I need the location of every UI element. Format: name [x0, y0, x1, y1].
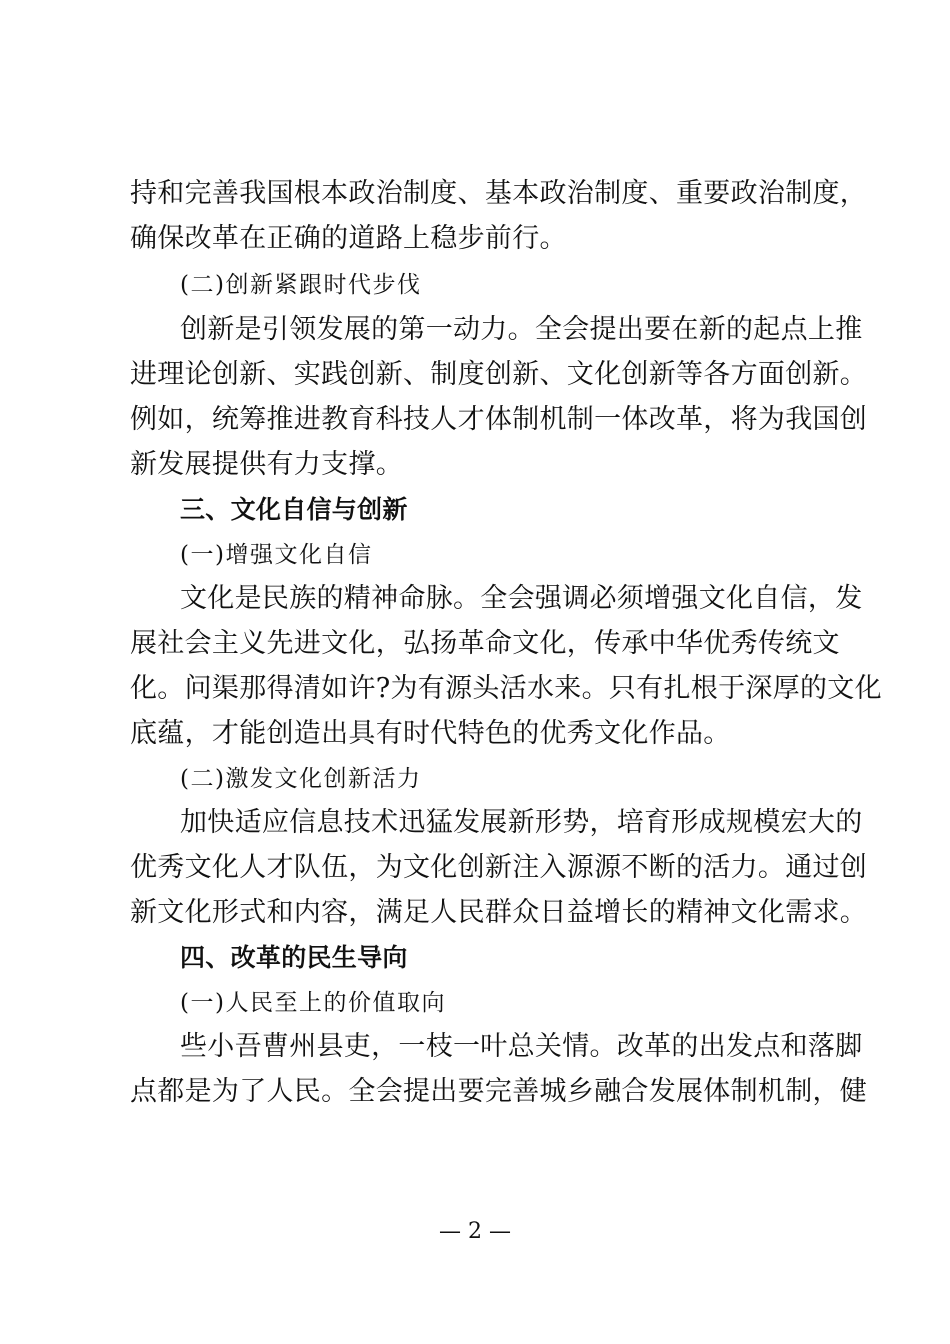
section-heading: 三、文化自信与创新 — [180, 495, 408, 524]
paragraph-line: 持和完善我国根本政治制度、基本政治制度、重要政治制度， — [130, 178, 868, 209]
paragraph-line: 化。问渠那得清如许?为有源头活水来。只有扎根于深厚的文化 — [130, 673, 882, 704]
paragraph-line: 展社会主义先进文化，弘扬革命文化，传承中华优秀传统文 — [130, 628, 840, 659]
paragraph-line: 进理论创新、实践创新、制度创新、文化创新等各方面创新。 — [130, 359, 868, 390]
page-number: — 2 — — [439, 1219, 511, 1244]
subsection-heading: (二)激发文化创新活力 — [180, 766, 422, 792]
paragraph-line: 例如，统筹推进教育科技人才体制机制一体改革，将为我国创 — [130, 404, 868, 435]
paragraph-line: 点都是为了人民。全会提出要完善城乡融合发展体制机制，健 — [130, 1076, 868, 1107]
subsection-heading: (一)人民至上的价值取向 — [180, 990, 446, 1016]
subsection-heading: (一)增强文化自信 — [180, 542, 373, 568]
paragraph-line: 文化是民族的精神命脉。全会强调必须增强文化自信，发 — [180, 583, 863, 614]
paragraph-line: 确保改革在正确的道路上稳步前行。 — [130, 223, 567, 254]
paragraph-line: 创新是引领发展的第一动力。全会提出要在新的起点上推 — [180, 314, 863, 345]
paragraph-line: 新文化形式和内容，满足人民群众日益增长的精神文化需求。 — [130, 897, 868, 928]
paragraph-line: 些小吾曹州县吏，一枝一叶总关情。改革的出发点和落脚 — [180, 1031, 863, 1062]
paragraph-line: 优秀文化人才队伍，为文化创新注入源源不断的活力。通过创 — [130, 852, 868, 883]
paragraph-line: 新发展提供有力支撑。 — [130, 449, 403, 480]
paragraph-line: 加快适应信息技术迅猛发展新形势，培育形成规模宏大的 — [180, 807, 863, 838]
subsection-heading: (二)创新紧跟时代步伐 — [180, 272, 422, 298]
section-heading: 四、改革的民生导向 — [180, 943, 408, 972]
paragraph-line: 底蕴，才能创造出具有时代特色的优秀文化作品。 — [130, 718, 731, 749]
